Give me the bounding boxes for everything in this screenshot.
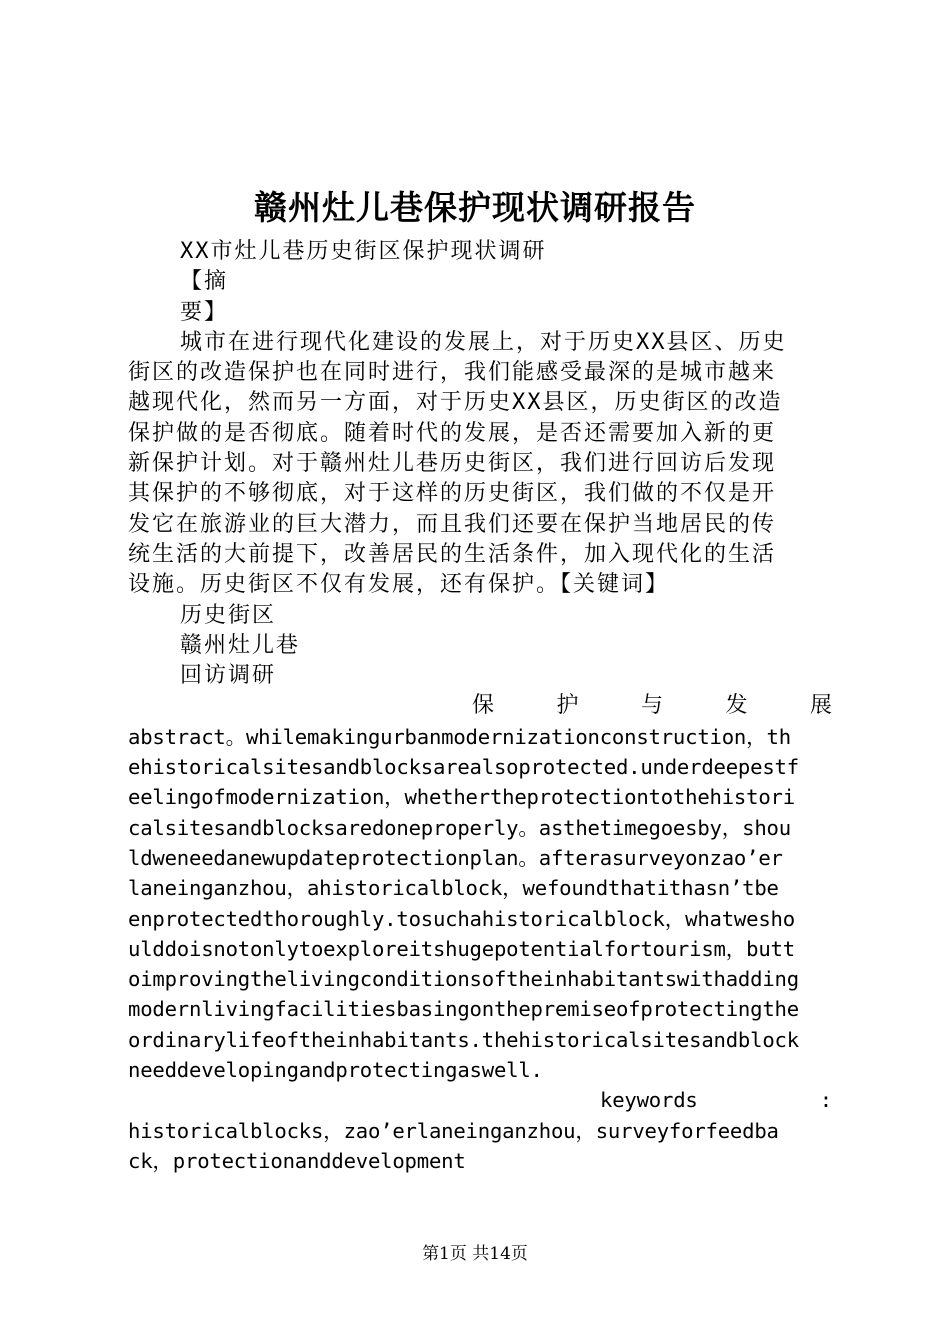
abstract-cn <box>128 328 832 601</box>
heading-char: 与 <box>640 693 663 719</box>
abstract-en-line: abstract。whilemakingurbanmodernizationconstruction，th <box>128 724 791 749</box>
abstract-en-line: oimprovingthelivingconditionsoftheinhabitantswithadding <box>128 967 799 992</box>
keywords-en <box>128 1116 832 1177</box>
abstract-label-part-1: 【摘 <box>180 269 229 295</box>
keywords-cn <box>128 601 832 692</box>
abstract-en-line: ulddoisnotonlytoexploreitshugepotentialfortourism，butt <box>128 936 795 961</box>
abstract-en-line: ehistoricalsitesandblocksarealsoprotected.underdeepestf <box>128 755 799 780</box>
abstract-en-line: enprotectedthoroughly.tosuchahistoricalblock，whatwesho <box>128 906 795 931</box>
document-title: 赣州灶儿巷保护现状调研报告 <box>254 188 696 227</box>
section-heading <box>128 691 832 721</box>
abstract-en-line: laneinganzhou，ahistoricalblock，wefoundthatithasn’tbe <box>128 876 779 901</box>
keyword-cn: 历史街区 <box>180 602 277 628</box>
keywords-en-line: historicalblocks，zao’erlaneinganzhou，surveyforfeedba <box>128 1118 779 1143</box>
keyword-cn: 回访调研 <box>180 663 277 689</box>
abstract-en-line: eelingofmodernization，whethertheprotectiontothehistori <box>128 785 795 810</box>
abstract-cn-line: 其保护的不够彻底，对于这样的历史街区，我们做的不仅是开 <box>128 481 777 507</box>
abstract-cn-line: 街区的改造保护也在同时进行，我们能感受最深的是城市越来 <box>128 360 777 386</box>
heading-char: 护 <box>556 693 579 719</box>
abstract-en-line: modernlivingfacilitiesbasingonthepremiseofprotectingthe <box>128 997 799 1022</box>
heading-char: 发 <box>725 693 748 719</box>
abstract-cn-line: 城市在进行现代化建设的发展上，对于历史XX县区、历史 <box>180 329 787 355</box>
abstract-cn-line: 设施。历史街区不仅有发展，还有保护。【关键词】 <box>128 572 670 598</box>
abstract-cn-line: 新保护计划。对于赣州灶儿巷历史街区，我们进行回访后发现 <box>128 451 777 477</box>
page-footer: 第1页 共14页 <box>422 1244 528 1264</box>
heading-char: 展 <box>809 693 832 719</box>
abstract-en-line: needdevelopingandprotectingaswell. <box>128 1058 543 1083</box>
abstract-cn-line: 保护做的是否彻底。随着时代的发展，是否还需要加入新的更 <box>128 420 777 446</box>
abstract-en-line: ldweneedanewupdateprotectionplan。afterasurveyonzao’er <box>128 845 783 870</box>
abstract-cn-line: 统生活的大前提下，改善居民的生活条件，加入现代化的生活 <box>128 541 777 567</box>
subtitle: XX市灶儿巷历史街区保护现状调研 <box>180 239 547 264</box>
keyword-cn: 赣州灶儿巷 <box>180 632 301 658</box>
keywords-en-label: keywords <box>600 1088 698 1113</box>
heading-char: 保 <box>472 693 495 719</box>
abstract-en-line: ordinarylifeoftheinhabitants.thehistoricalsitesandblock <box>128 1027 799 1052</box>
abstract-en <box>128 722 832 1086</box>
abstract-cn-line: 越现代化，然而另一方面，对于历史XX县区，历史街区的改造 <box>128 390 783 416</box>
abstract-en-line: calsitesandblocksaredoneproperly。asthetimegoesby，shou <box>128 815 791 840</box>
document-body <box>128 237 832 1176</box>
keywords-en-heading <box>128 1085 832 1115</box>
abstract-label-part-2: 要】 <box>180 299 229 325</box>
keywords-en-line: ck，protectionanddevelopment <box>128 1148 466 1173</box>
keywords-en-colon: : <box>819 1088 832 1113</box>
abstract-cn-line: 发它在旅游业的巨大潜力，而且我们还要在保护当地居民的传 <box>128 511 777 537</box>
